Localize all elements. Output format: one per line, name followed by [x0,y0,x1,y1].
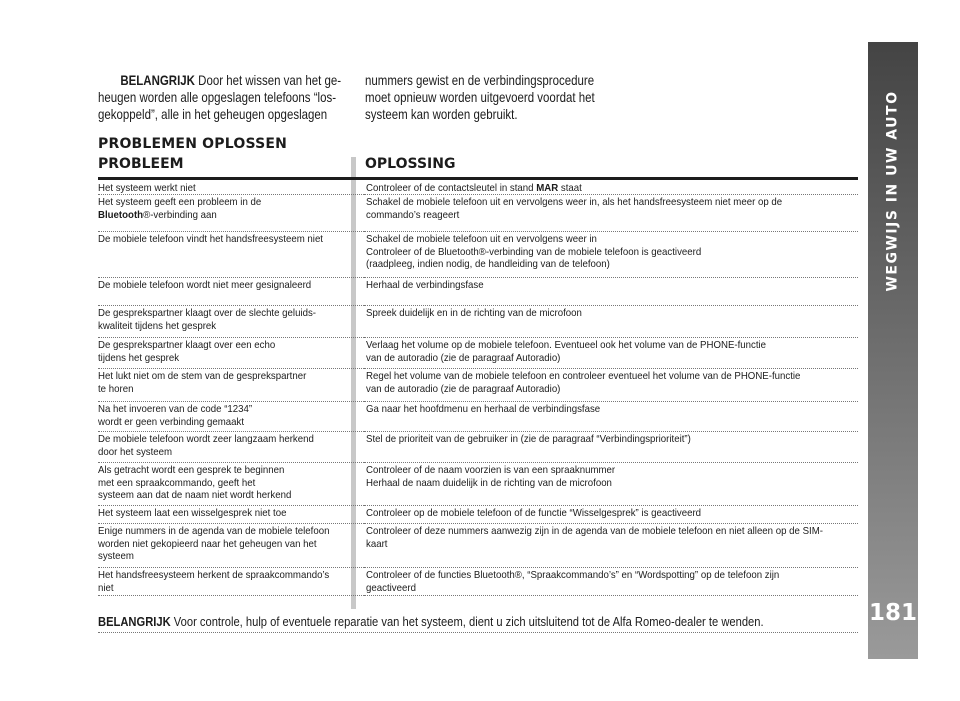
column-header-solution: OPLOSSING [365,156,456,172]
solution-text: Controleer op de mobiele telefoon of de functie “Wisselgesprek” is geactiveerd [366,507,702,520]
table-row [98,278,858,306]
solution-text: Stel de prioriteit van de gebruiker in (zie de paragraaf “Verbindingsprioriteit”) [366,433,691,446]
intro-left-line: Door het wissen van het ge- [194,72,342,88]
problem-text: Als getracht wordt een gesprek te beginnen met een spraakcommando, geeft het systeem aan dat de naam niet wordt herkend [98,464,292,501]
intro-right-line: systeem kan worden gebruikt. [365,106,518,122]
solution-text: Schakel de mobiele telefoon uit en vervolgens weer in Controleer of de Bluetooth®-verbinding van de mobiele telefoon is geactiveerd (raadpleeg, indien nodig, de handleiding van de telefoon) [366,233,702,270]
problem-cell [98,278,364,306]
problem-text: De mobiele telefoon wordt zeer langzaam herkend door het systeem [98,433,314,458]
problem-cell [98,338,364,369]
table-row [98,402,858,432]
solution-cell [364,369,858,402]
solution-cell [364,568,858,596]
solution-cell [364,195,858,232]
solution-text: Controleer of de naam voorzien is van een spraaknummer Herhaal de naam duidelijk in de richting van de microfoon [366,464,616,489]
problem-text: Na het invoeren van de code “1234” wordt er geen verbinding gemaakt [98,403,253,428]
problem-text: Het handsfreesysteem herkent de spraakcommando’s niet [98,569,330,594]
intro-bold-label: BELANGRIJK [120,72,195,88]
table-row [98,232,858,278]
key-position-mar: MAR [536,182,559,194]
header-rule [98,177,858,180]
solution-cell [364,306,858,338]
table-row [98,524,858,568]
table-row [98,432,858,463]
solution-text: Regel het volume van de mobiele telefoon en controleer eventueel het volume van de PHONE-functie van de autoradio (zie de paragraaf Autoradio) [366,370,801,395]
problem-text: De gesprekspartner klaagt over de slechte geluids- kwaliteit tijdens het gesprek [98,307,317,332]
problem-text: Enige nummers in de agenda van de mobiele telefoon worden niet gekopieerd naar het geheugen van het systeem [98,525,330,562]
column-header-problem: PROBLEEM [98,156,184,172]
sidebar-section-title: WEGWIJS IN UW AUTO [885,90,901,292]
footer-rule [98,631,858,633]
problem-text: Het systeem werkt niet [98,182,196,194]
table-row [98,306,858,338]
solution-text: Schakel de mobiele telefoon uit en vervolgens weer in, als het handsfreesysteem niet meer op de commando’s reageert [366,196,783,221]
problem-cell [98,432,364,463]
solution-text: Ga naar het hoofdmenu en herhaal de verbindingsfase [366,403,601,416]
solution-cell [364,506,858,524]
table-row [98,369,858,402]
solution-cell [364,338,858,369]
problem-text: De mobiele telefoon wordt niet meer gesignaleerd [98,279,312,292]
table-row [98,568,858,596]
problem-text: De mobiele telefoon vindt het handsfreesysteem niet [98,233,323,246]
footer-bold-label: BELANGRIJK [98,614,171,629]
problem-cell [98,195,364,232]
problem-cell [98,402,364,432]
solution-text: Controleer of de functies Bluetooth®, “Spraakcommando’s” en “Wordspotting” op de telefoon zijn geactiveerd [366,569,780,594]
solution-text: Herhaal de verbindingsfase [366,279,484,292]
table-row [98,506,858,524]
solution-cell [364,181,858,195]
section-title: PROBLEMEN OPLOSSEN [98,136,288,152]
section-sidebar [868,42,918,659]
solution-cell [364,232,858,278]
page-number: 181 [868,600,917,626]
problem-cell [98,181,364,195]
intro-left-line: gekoppeld”, alle in het geheugen opgeslagen [98,106,328,122]
intro-left-column [98,72,341,123]
intro-right-line: moet opnieuw worden uitgevoerd voordat het [365,89,595,105]
intro-right-line: nummers gewist en de verbindingsprocedure [365,72,595,88]
solution-cell [364,402,858,432]
solution-text: Verlaag het volume op de mobiele telefoon. Eventueel ook het volume van de PHONE-functie van de autoradio (zie de paragraaf Autoradio) [366,339,767,364]
problem-cell [98,524,364,568]
problem-text: Het systeem geeft een probleem in de Bluetooth®-verbinding aan [98,196,262,221]
solution-text: Controleer of deze nummers aanwezig zijn in de agenda van de mobiele telefoon en niet alleen op de SIM- kaart [366,525,823,550]
solution-cell [364,524,858,568]
problem-cell [98,568,364,596]
problem-text: Het systeem laat een wisselgesprek niet toe [98,507,287,520]
problem-cell [98,232,364,278]
problem-text: De gesprekspartner klaagt over een echo tijdens het gesprek [98,339,276,364]
intro-left-line: heugen worden alle opgeslagen telefoons “los- [98,89,337,105]
solution-cell [364,463,858,506]
table-row [98,181,858,195]
intro-right-column [365,72,595,123]
solution-text: Controleer of de contactsleutel in stand MAR staat [366,182,582,194]
table-row [98,195,858,232]
footer-note [98,614,764,629]
problem-cell [98,306,364,338]
problem-cell [98,463,364,506]
problem-text: Het lukt niet om de stem van de gesprekspartner te horen [98,370,307,395]
footer-note-text: Voor controle, hulp of eventuele reparatie van het systeem, dient u zich uitsluitend tot de Alfa Romeo-dealer te wenden. [170,614,764,629]
problem-cell [98,369,364,402]
sidebar-title-wrap [868,76,918,306]
solution-cell [364,278,858,306]
problem-cell [98,506,364,524]
bluetooth-term: Bluetooth [98,208,144,221]
solution-text: Spreek duidelijk en in de richting van de microfoon [366,307,582,320]
troubleshooting-table-body [98,181,858,596]
solution-cell [364,432,858,463]
intro-line-1 [98,72,341,89]
table-row [98,463,858,506]
troubleshooting-table [98,181,858,596]
table-row [98,338,858,369]
